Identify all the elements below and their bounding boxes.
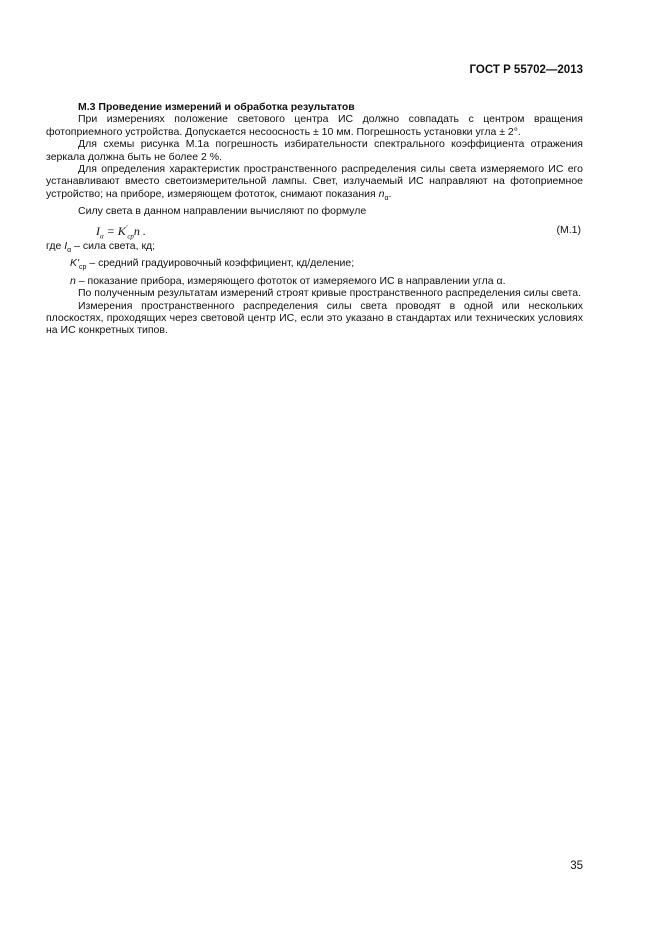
paragraph-2: Для схемы рисунка М.1а погрешность избирательности спектрального коэффициента отражения зеркала должна быть не более 2 %. — [46, 138, 583, 163]
where-2-text: – средний градуировочный коэффициент, кд/деление; — [86, 257, 355, 270]
paragraph-3 — [46, 163, 583, 205]
where-1-variable: I — [64, 239, 68, 252]
formula-lhs-subscript: α — [100, 232, 104, 241]
page-number: 35 — [570, 860, 583, 872]
paragraph-3-end: . — [388, 187, 392, 200]
formula-row — [46, 218, 583, 240]
formula-tail: . — [139, 223, 146, 238]
where-line-2 — [46, 257, 583, 275]
paragraph-4: Силу света в данном направлении вычисляют по формуле — [78, 205, 367, 218]
paragraph-3-subscript: α — [384, 194, 389, 202]
formula-k-prime: ' — [125, 223, 128, 232]
where-2-variable: K' — [70, 257, 80, 270]
where-line-3 — [46, 275, 583, 287]
where-3-variable: n — [70, 274, 76, 287]
formula-lhs: I — [96, 223, 100, 238]
section-title: М.3 Проведение измерений и обработка результатов — [78, 101, 355, 113]
paragraph-3-text: Для определения характеристик пространственного распределения силы света измеряемого ИС его устанавливают вместо светоизмерительной лампы. Свет, излучаемый ИС направляют на фотоприемное устройство; на приборе, измеряющем фототок, снимают показания — [46, 163, 583, 200]
paragraph-6: Измерения пространственного распределения силы света проводят в одной или нескольких плоскостях, проходящих через световой центр ИС, если это указано в стандартах или технических условиях на ИС конкретных типов. — [46, 299, 583, 337]
formula-equals: = — [103, 223, 118, 238]
paragraph-3-variable: n — [378, 187, 385, 200]
where-prefix: где — [46, 239, 65, 252]
paragraph-1: При измерениях положение светового центра ИС должно совпадать с центром вращения фотоприемного устройства. Допускается несоосность ± 10 мм. Погрешность установки угла ± 2°. — [46, 113, 583, 138]
formula-k: K — [117, 223, 126, 238]
formula — [96, 222, 146, 243]
where-1-text: – сила света, кд; — [71, 239, 156, 252]
formula-number: (М.1) — [556, 223, 581, 236]
document-id-header: ГОСТ Р 55702—2013 — [469, 64, 583, 76]
formula-n: n — [133, 223, 140, 238]
section-body — [46, 101, 583, 337]
where-3-text: – показание прибора, измеряющего фототок от измеряемого ИС в направлении угла α. — [75, 274, 506, 287]
paragraph-5: По полученным результатам измерений строят кривые пространственного распределения силы света. — [78, 287, 581, 300]
where-1-subscript: α — [67, 246, 72, 254]
where-2-subscript: ср — [79, 264, 87, 272]
formula-k-subscript: ср — [127, 232, 134, 241]
